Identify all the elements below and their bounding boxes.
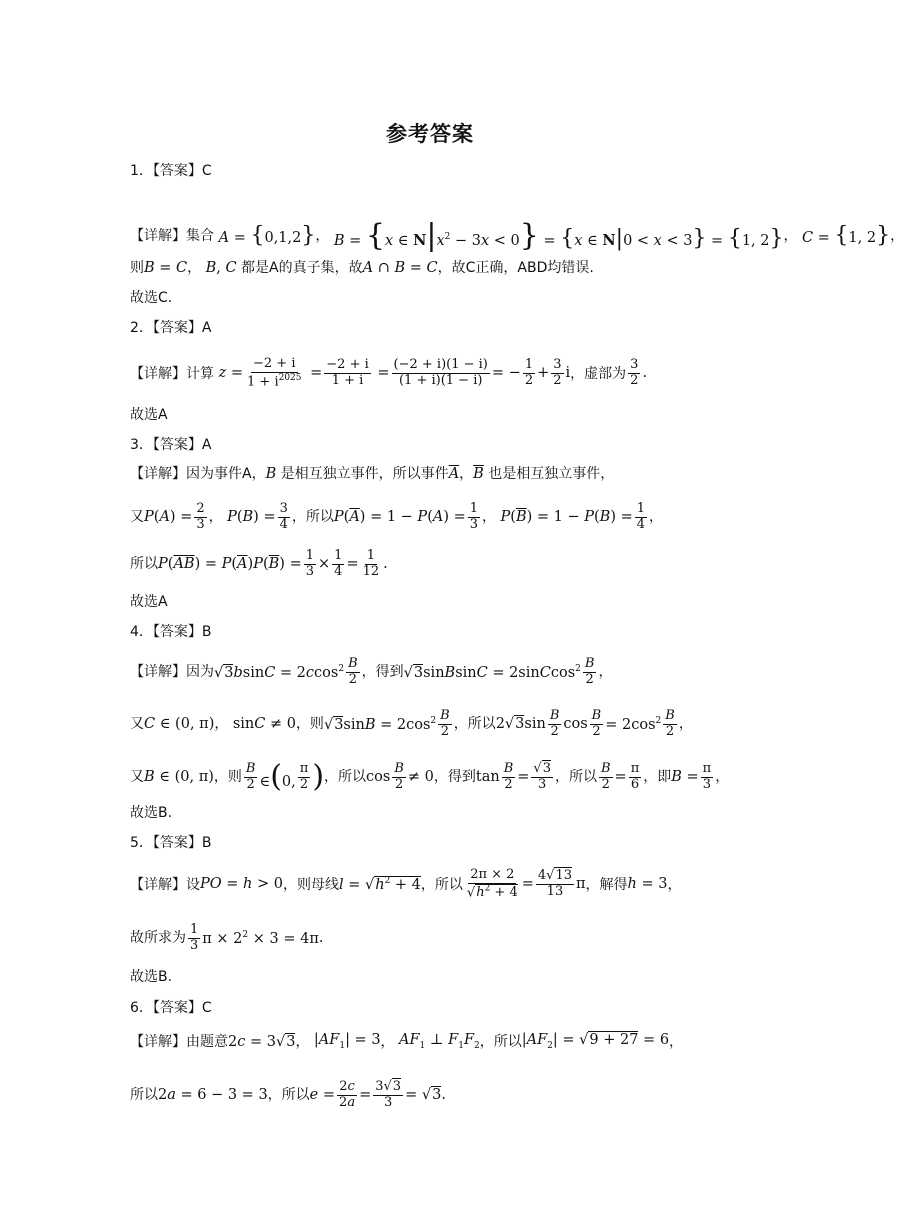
q5-line-2: 故所求为 1 3 $\pi \times 2^2 \times 3 = 4\pi$ . [130,922,324,953]
answer-heading-6: 6．【答案】C [130,1000,212,1016]
q3-line-1: 【详解】因为事件A， B 是相互独立事件，所以事件 $\overline{A}$ ， $\overline{B}$ 也是相互独立事件， [130,466,615,483]
q4-line-2: 又 C ∈ (0, π) ， sinC ≠ 0 ，则 $√3\sin B = 2\cos^2$ B 2 ，所以 2√3sin B 2 cos $\frac{B}{2}$ = $2\cos^2$ B 2 ， [130,708,693,739]
q6-line-2: 所以 2a = 6 − 3 = 3 ，所以 e = $\frac{2c}{2a}$ = $\frac{3√3}{3}$ = √3 . [130,1079,446,1110]
q1-line-2: 则 B = C ， B, C 都是A的真子集，故 A ∩ B = C ，故C正确，ABD均错误. [130,260,594,277]
q3-line-3: 所以 $P(AB) = P(\overline{A})P(\overline{B})$ = $\frac{1}{3}$ × $\frac{1}{4}$ = $\frac{1}{12}$ . [130,548,388,579]
q4-line-4: 故选B. [130,805,173,821]
q3-line-4: 故选A [130,594,168,610]
q5-line-3: 故选B. [130,969,173,985]
q5-line-1: 【详解】设 PO = h > 0 ，则母线 $l = √h^2 + 4$ ，所以 $\frac{2\pi \times 2}{√h^2 + 4}$ = $\frac{4√13}{13}$ π ，解得 h = 3 ， [130,867,682,901]
answer-heading-4: 4．【答案】B [130,624,212,640]
q2-line-2: 故选A [130,407,168,423]
page-title: 参考答案 [386,122,474,146]
q1-line-3: 故选C. [130,290,173,306]
q2-line-1: 【详解】计算 z = $\frac{-2 + i}{1 + i^{2025}}$ = $\frac{-2 + i}{1 + i}$ = $\frac{(-2 + i)(1 - i)}{(1 + i)(1 - i)}$ = − $\frac{1}{2}$ + $\frac{3}{2}$ i ，虚部为 3 2 . [130,356,648,390]
answer-heading-2: 2．【答案】A [130,320,212,336]
answer-heading-3: 3．【答案】A [130,437,212,453]
answer-heading-1: 1．【答案】C [130,163,212,179]
q4-line-1: 【详解】因为 √3bsinC = 2ccos$^2$ B 2 ，得到 √3sinBsinC = 2sinCcos$^2$ B 2 ， [130,656,613,687]
q1-line-1: 【详解】集合 A = {0,1,2} ， B = {x ∈ $N|x^2 - 3x < 0\} = \{x$ ∈ N|0 < x < 3} = {1, 2} ， C = {1, 2} ， [130,218,904,253]
answer-heading-5: 5．【答案】B [130,835,212,851]
q3-line-2: 又 P(A) = $\frac{2}{3}$ ， P(B) = $\frac{3}{4}$ ，所以 $P(\overline{A}) = 1 - P(A)$ = $\frac{1}{3}$ ， $P(\overline{B}) = 1 - P(B)$ = $\frac{1}{4}$ ， [130,501,664,532]
q6-line-1: 【详解】由题意 2c = 3√3 ， $|AF_1| = 3$ ， $AF_1$ ⊥ $F_1F_2$ ，所以 $|AF_2| = √9 + 27 = 6$ ， [130,1032,684,1051]
q4-line-3: 又 B ∈ (0, π) ，则 B 2 ∈(0, π 2 ) ，所以 cos B 2 ≠ 0 ，得到 tan $\frac{B}{2}$ = $\frac{√3}{3}$ ，所以 $\frac{B}{2}$ = $\frac{\pi}{6}$ ，即 B = $\frac{\pi}{3}$ ， [130,759,730,795]
